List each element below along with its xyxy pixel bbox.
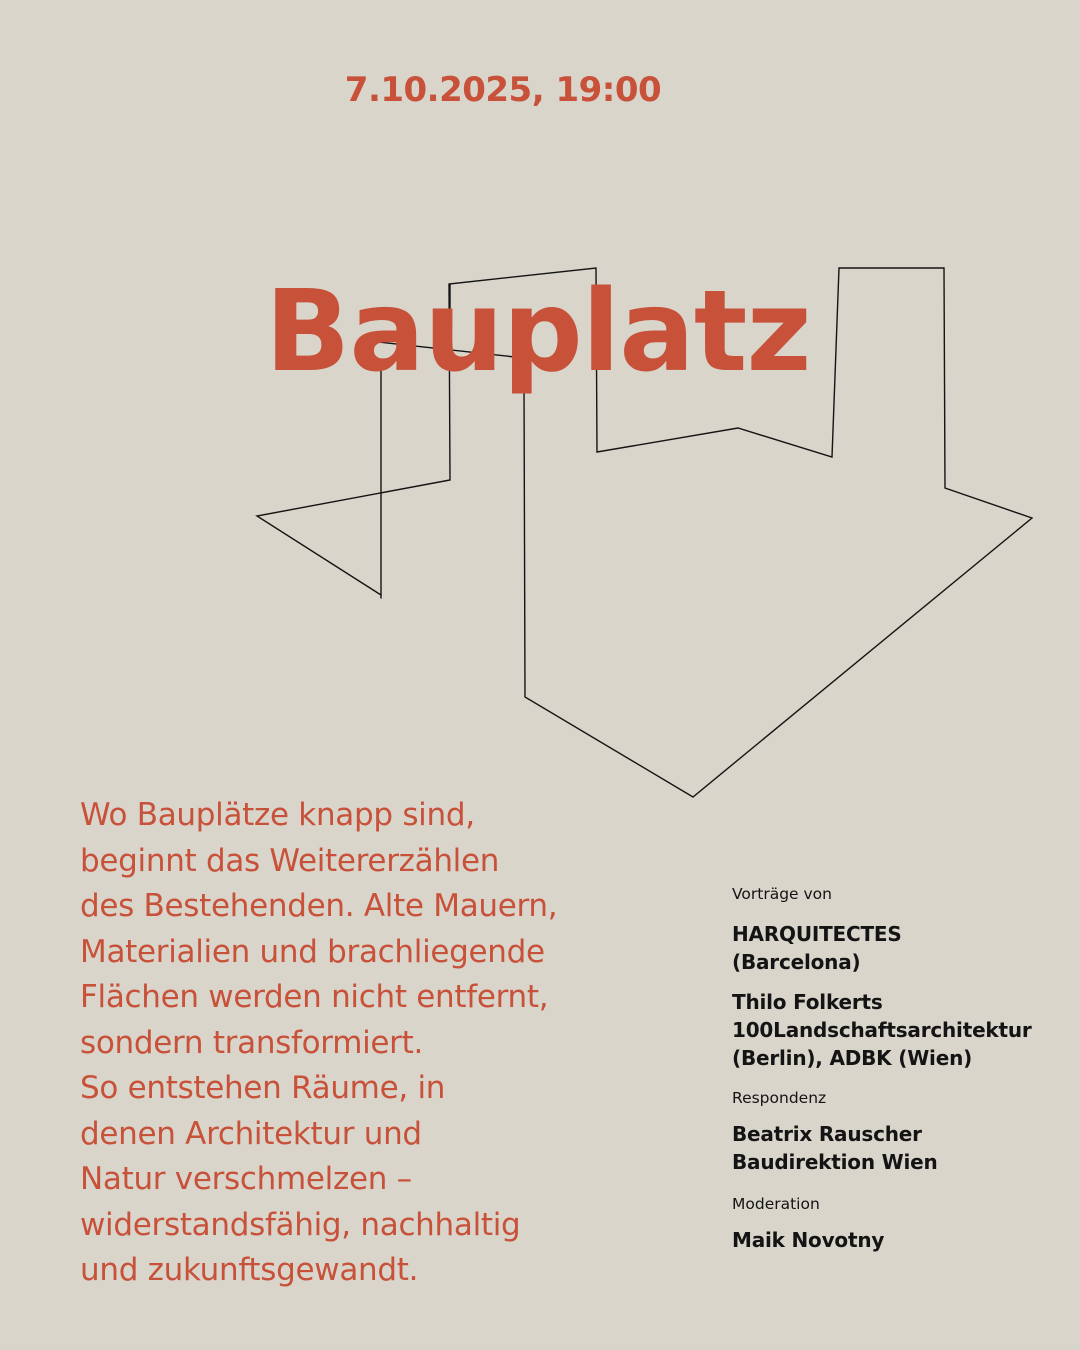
description-line: sondern transformiert. <box>80 1024 424 1061</box>
description-line: widerstandsfähig, nachhaltig <box>80 1206 521 1243</box>
event-description <box>80 793 660 1294</box>
speaker-thilo-folkerts <box>732 988 1062 1072</box>
speaker-name: HARQUITECTES <box>732 922 902 946</box>
event-title: Bauplatz <box>265 267 811 397</box>
description-line: Natur verschmelzen – <box>80 1161 412 1197</box>
moderator-name: Maik Novotny <box>732 1228 885 1252</box>
description-line: Materialien und brachliegende <box>80 933 545 970</box>
description-line: beginnt das Weitererzählen <box>80 842 500 879</box>
description-line: So entstehen Räume, in <box>80 1070 446 1106</box>
respondent-office: Baudirektion Wien <box>732 1150 938 1174</box>
description-line: und zukunftsgewandt. <box>80 1252 419 1288</box>
description-line: Wo Bauplätze knapp sind, <box>80 797 475 833</box>
moderation-label: Moderation <box>732 1195 820 1213</box>
moderator-maik-novotny <box>732 1226 1062 1254</box>
speaker-location: (Barcelona) <box>732 950 861 974</box>
event-credits <box>732 884 1062 1254</box>
speaker-name: Thilo Folkerts <box>732 990 883 1014</box>
respondent-beatrix-rauscher <box>732 1120 1062 1176</box>
description-line: denen Architektur und <box>80 1115 422 1152</box>
speaker-location: (Berlin), ADBK (Wien) <box>732 1046 973 1070</box>
speaker-office: 100Landschaftsarchitektur <box>732 1018 1032 1042</box>
description-line: des Bestehenden. Alte Mauern, <box>80 888 558 924</box>
respondent-name: Beatrix Rauscher <box>732 1122 922 1146</box>
event-date-time: 7.10.2025, 19:00 <box>344 70 662 110</box>
lectures-label: Vorträge von <box>732 885 832 903</box>
response-label: Respondenz <box>732 1089 827 1107</box>
speaker-harquitectes <box>732 920 1062 976</box>
description-line: Flächen werden nicht entfernt, <box>80 979 549 1015</box>
